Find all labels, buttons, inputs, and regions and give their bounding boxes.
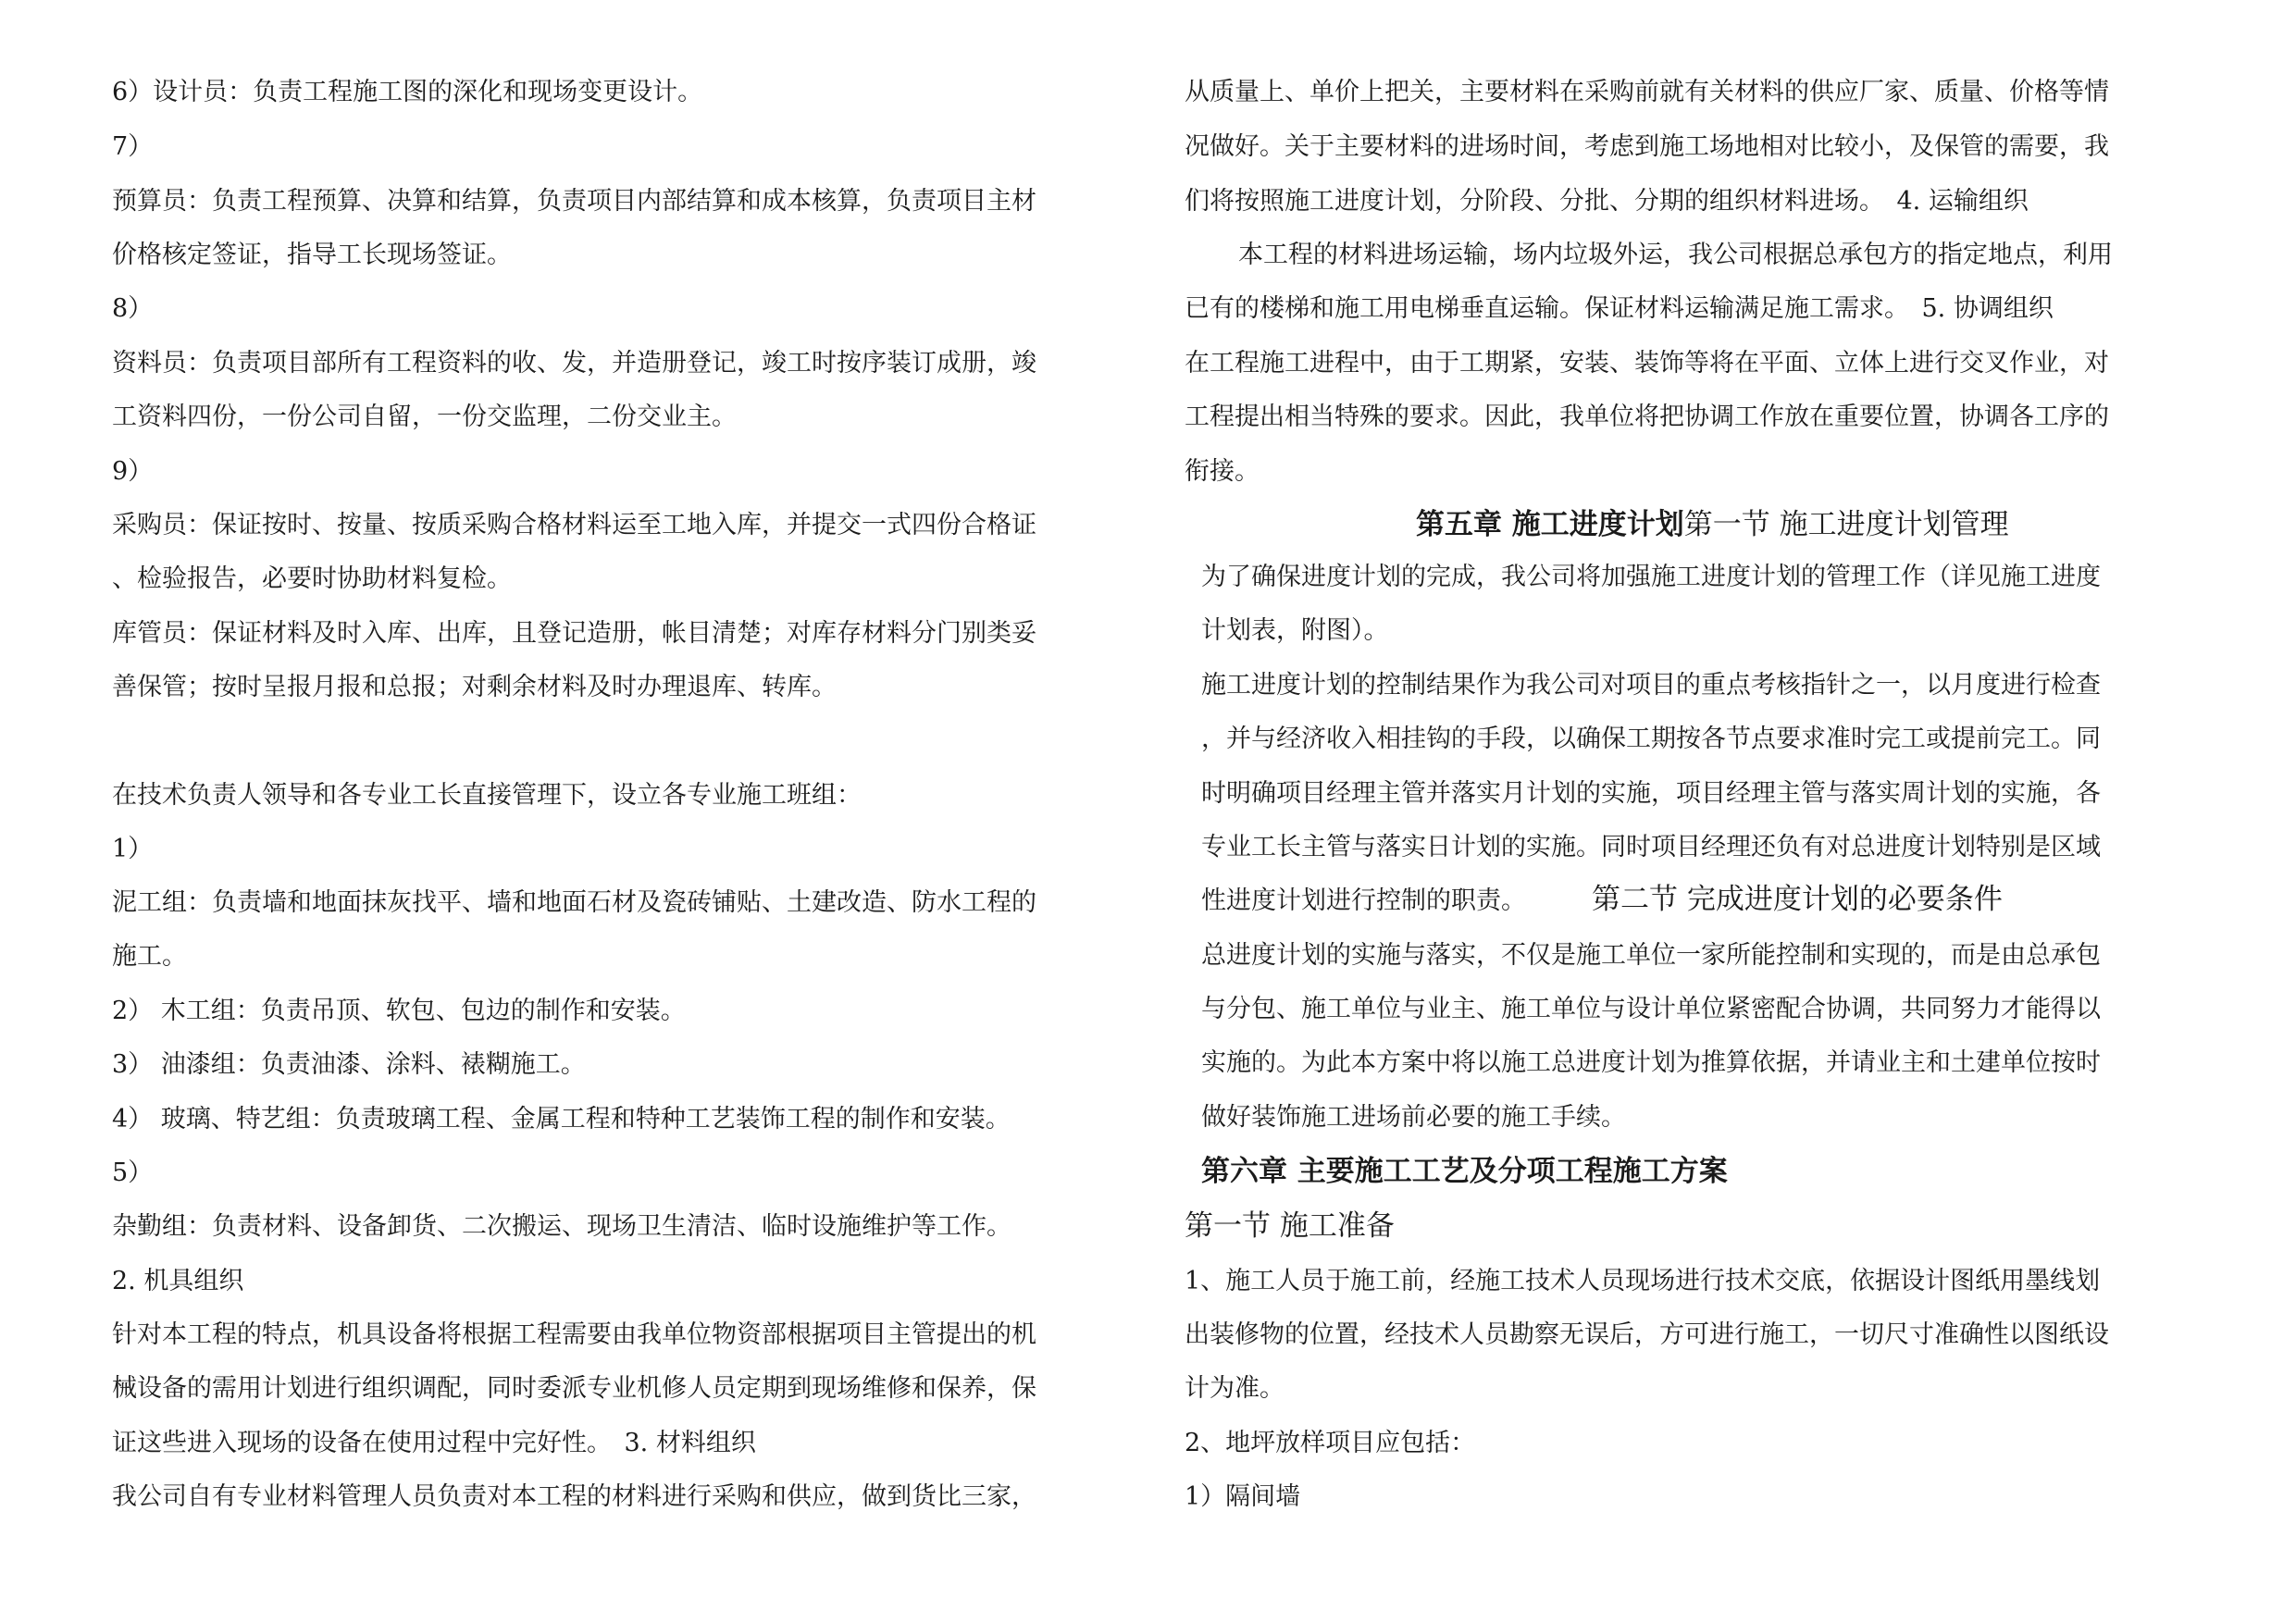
text-line: 、检验报告，必要时协助材料复检。: [112, 564, 512, 593]
text-line: 们将按照施工进度计划，分阶段、分批、分期的组织材料进场。 4. 运输组织: [1185, 187, 2029, 216]
text-line: 性进度计划进行控制的职责。: [1201, 886, 1526, 915]
text-line: 泥工组：负责墙和地面抹灰找平、墙和地面石材及瓷砖铺贴、土建改造、防水工程的: [112, 888, 1036, 917]
text-line: 库管员：保证材料及时入库、出库，且登记造册，帐目清楚；对库存材料分门别类妥: [112, 619, 1036, 648]
text-line: 善保管；按时呈报月报和总报；对剩余材料及时办理退库、转库。: [112, 673, 837, 701]
text-line: 械设备的需用计划进行组织调配，同时委派专业机修人员定期到现场维修和保养，保: [112, 1374, 1036, 1403]
text-line: 9）: [112, 457, 154, 486]
text-line: 本工程的材料进场运输，场内垃圾外运，我公司根据总承包方的指定地点，利用: [1238, 241, 2113, 269]
text-line: 衔接。: [1185, 457, 1260, 486]
text-line: 7）: [112, 132, 154, 161]
text-line: 工程提出相当特殊的要求。因此，我单位将把协调工作放在重要位置，协调各工序的: [1185, 403, 2109, 431]
text-line: 已有的楼梯和施工用电梯垂直运输。保证材料运输满足施工需求。 5. 协调组织: [1185, 294, 2054, 323]
chapter-5-title: 第五章 施工进度计划: [1416, 508, 1684, 541]
text-line: 计为准。: [1185, 1374, 1285, 1403]
text-line: 时明确项目经理主管并落实月计划的实施，项目经理主管与落实周计划的实施，各: [1201, 779, 2101, 808]
text-line: 资料员：负责项目部所有工程资料的收、发，并造册登记，竣工时按序装订成册，竣: [112, 349, 1036, 378]
text-line: 实施的。为此本方案中将以施工总进度计划为推算依据，并请业主和土建单位按时: [1201, 1048, 2101, 1077]
chapter-6-title: 第六章 主要施工工艺及分项工程施工方案: [1201, 1155, 1728, 1188]
text-line: 1）隔间墙: [1185, 1482, 1301, 1511]
text-line: 计划表，附图）。: [1201, 616, 1389, 645]
text-line: 价格核定签证，指导工长现场签证。: [112, 241, 512, 269]
text-line: 在技术负责人领导和各专业工长直接管理下，设立各专业施工班组：: [112, 781, 862, 810]
chapter-5-heading: [1416, 504, 2009, 547]
text-line: 2、地坪放样项目应包括：: [1185, 1429, 1476, 1457]
text-line: 预算员：负责工程预算、决算和结算，负责项目内部结算和成本核算，负责项目主材: [112, 187, 1036, 216]
text-line: 做好装饰施工进场前必要的施工手续。: [1201, 1103, 1626, 1132]
text-line: 与分包、施工单位与业主、施工单位与设计单位紧密配合协调，共同努力才能得以: [1201, 995, 2101, 1023]
text-line: 2. 机具组织: [112, 1267, 244, 1295]
text-line: 2） 木工组：负责吊顶、软包、包边的制作和安装。: [112, 997, 686, 1025]
text-line: 8）: [112, 294, 154, 323]
text-line: ，并与经济收入相挂钩的手段，以确保工期按各节点要求准时完工或提前完工。同: [1201, 725, 2101, 753]
text-line: 总进度计划的实施与落实，不仅是施工单位一家所能控制和实现的，而是由总承包: [1201, 941, 2101, 970]
text-line: 在工程施工进程中，由于工期紧，安装、装饰等将在平面、立体上进行交叉作业，对: [1185, 349, 2109, 378]
text-line: 我公司自有专业材料管理人员负责对本工程的材料进行采购和供应，做到货比三家，: [112, 1482, 1036, 1511]
chapter-5-section-1-title: 第一节 施工进度计划管理: [1683, 508, 2009, 541]
text-line: 证这些进入现场的设备在使用过程中完好性。 3. 材料组织: [112, 1429, 756, 1457]
text-line: 工资料四份，一份公司自留，一份交监理，二份交业主。: [112, 403, 737, 431]
text-line: 况做好。关于主要材料的进场时间，考虑到施工场地相对比较小，及保管的需要，我: [1185, 132, 2109, 161]
text-line: 出装修物的位置，经技术人员勘察无误后，方可进行施工，一切尺寸准确性以图纸设: [1185, 1320, 2109, 1349]
text-line: 为了确保进度计划的完成，我公司将加强施工进度计划的管理工作（详见施工进度: [1201, 563, 2101, 591]
text-line: 从质量上、单价上把关，主要材料在采购前就有关材料的供应厂家、质量、价格等情: [1185, 78, 2109, 106]
text-line: 6）设计员：负责工程施工图的深化和现场变更设计。: [112, 78, 703, 106]
text-line: 施工进度计划的控制结果作为我公司对项目的重点考核指针之一，以月度进行检查: [1201, 671, 2101, 700]
text-line: 专业工长主管与落实日计划的实施。同时项目经理还负有对总进度计划特别是区域: [1201, 833, 2101, 861]
text-line: 4） 玻璃、特艺组：负责玻璃工程、金属工程和特种工艺装饰工程的制作和安装。: [112, 1105, 1011, 1134]
section-2-heading: 第二节 完成进度计划的必要条件: [1592, 883, 2003, 916]
text-line: 杂勤组：负责材料、设备卸货、二次搬运、现场卫生清洁、临时设施维护等工作。: [112, 1212, 1011, 1241]
chapter-6-section-1-title: 第一节 施工准备: [1185, 1209, 1395, 1243]
text-line: 针对本工程的特点，机具设备将根据工程需要由我单位物资部根据项目主管提出的机: [112, 1320, 1036, 1349]
text-line: 1、施工人员于施工前，经施工技术人员现场进行技术交底，依据设计图纸用墨线划: [1185, 1267, 2101, 1295]
text-line: 施工。: [112, 942, 187, 971]
text-line: 3） 油漆组：负责油漆、涂料、裱糊施工。: [112, 1050, 586, 1079]
text-line: 5）: [112, 1158, 154, 1187]
text-line: 1）: [112, 835, 154, 863]
text-line: 采购员：保证按时、按量、按质采购合格材料运至工地入库，并提交一式四份合格证: [112, 511, 1036, 539]
